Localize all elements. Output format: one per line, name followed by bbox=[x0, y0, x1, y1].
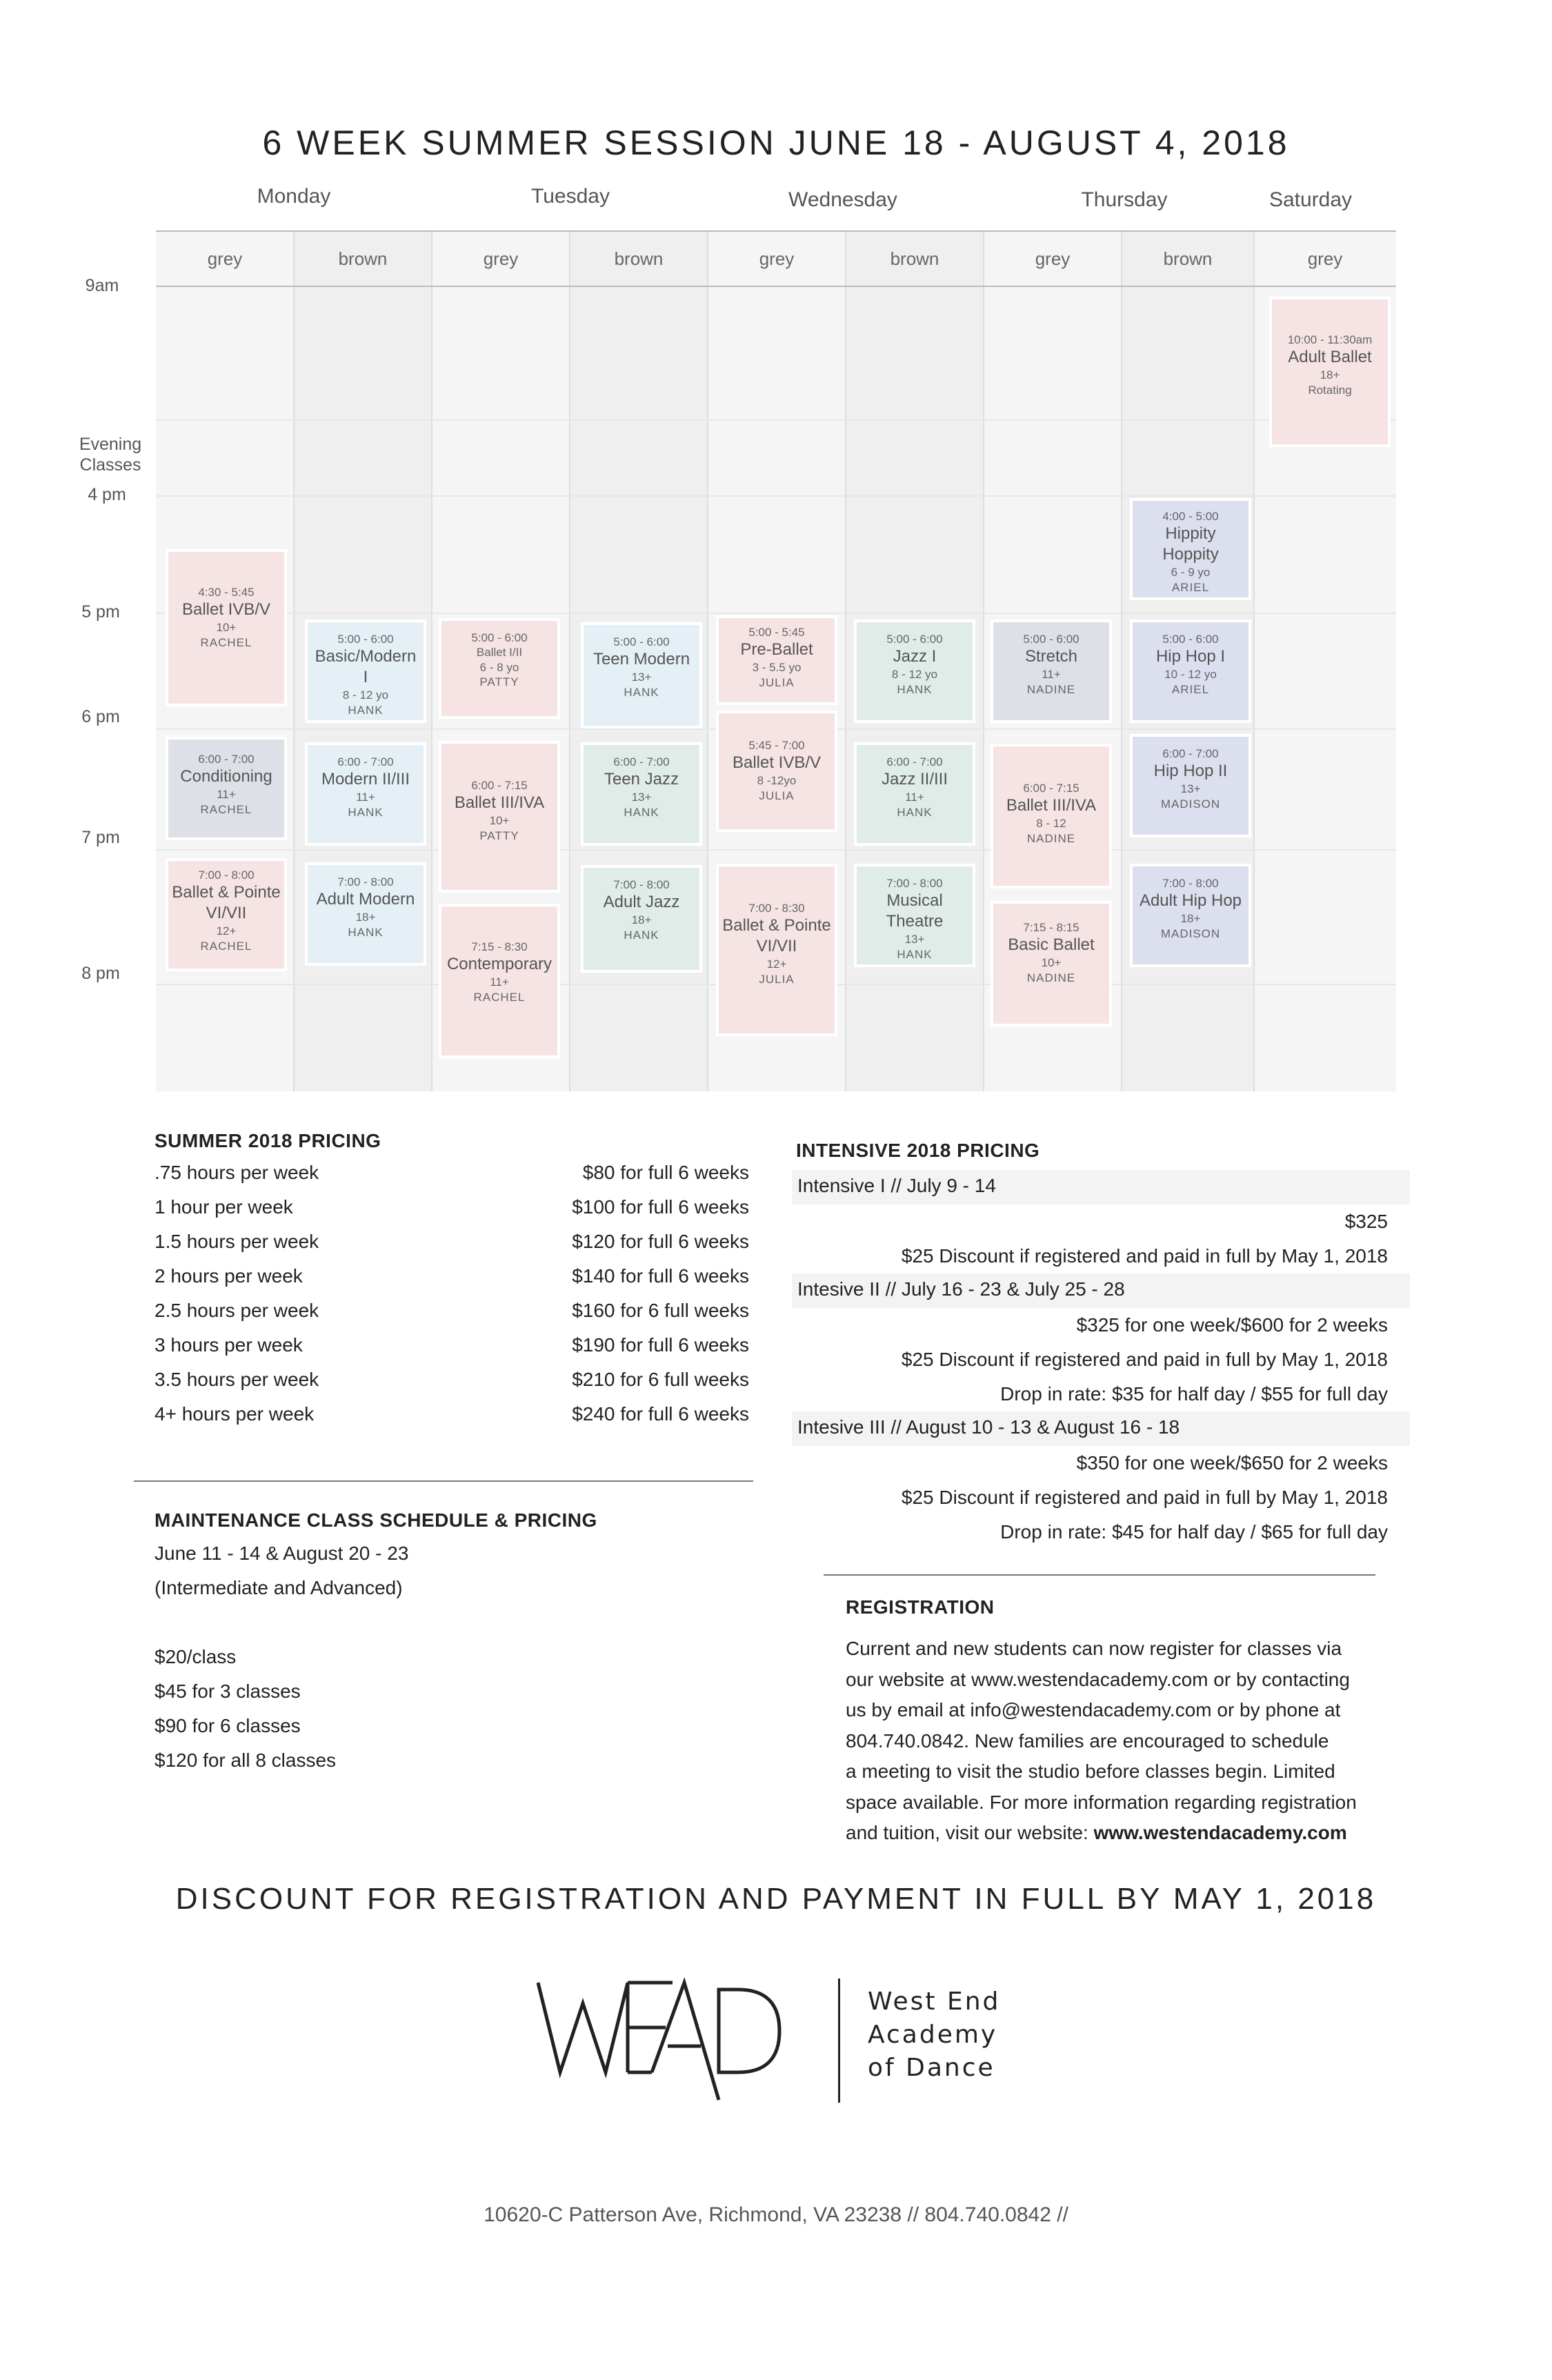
class-name: Ballet & Pointe VI/VII bbox=[722, 916, 831, 956]
grid-divider bbox=[293, 232, 295, 1091]
class-name: Modern II/III bbox=[321, 770, 410, 789]
class-instructor: HANK bbox=[348, 925, 384, 939]
registration-line: a meeting to visit the studio before classes begin. Limited bbox=[846, 1761, 1335, 1782]
pricing-hours: 3.5 hours per week bbox=[155, 1369, 319, 1390]
maintenance-line: June 11 - 14 & August 20 - 23 bbox=[155, 1543, 409, 1564]
class-instructor: RACHEL bbox=[473, 990, 526, 1004]
pricing-price: $140 for full 6 weeks bbox=[572, 1265, 749, 1287]
class-block[interactable] bbox=[439, 904, 560, 1058]
class-name: Hip Hop I bbox=[1155, 647, 1226, 666]
class-age: 11+ bbox=[905, 791, 924, 804]
time-7pm: 7 pm bbox=[81, 828, 120, 847]
pricing-price: $210 for 6 full weeks bbox=[572, 1369, 749, 1390]
studio-header: grey bbox=[708, 232, 846, 287]
class-age: 8 - 12 yo bbox=[342, 688, 389, 702]
class-name: Stretch bbox=[1024, 647, 1078, 666]
logo-line: West End bbox=[868, 1987, 1001, 2016]
class-age: 12+ bbox=[766, 958, 787, 971]
grid-row-line bbox=[156, 495, 1396, 497]
class-block[interactable] bbox=[854, 742, 975, 846]
logo-wordmark bbox=[868, 1985, 1000, 2085]
intensive-line: Drop in rate: $45 for half day / $65 for full day bbox=[1000, 1521, 1388, 1543]
registration-line: 804.740.0842. New families are encouraged to schedule bbox=[846, 1729, 1329, 1752]
class-age: 8 - 12 bbox=[1036, 817, 1066, 831]
schedule-grid bbox=[156, 230, 1396, 1091]
grid-divider bbox=[707, 232, 708, 1091]
class-name: Pre-Ballet bbox=[740, 640, 813, 660]
time-4pm: 4 pm bbox=[88, 485, 126, 504]
intensive-line: $325 for one week/$600 for 2 weeks bbox=[1076, 1314, 1388, 1336]
class-block[interactable] bbox=[1130, 864, 1251, 967]
grid-divider bbox=[569, 232, 570, 1091]
class-age: 18+ bbox=[1180, 912, 1201, 926]
maintenance-list bbox=[155, 1543, 408, 1784]
class-block[interactable] bbox=[581, 742, 702, 846]
intensive-line: Intesive II // July 16 - 23 & July 25 - 28 bbox=[792, 1273, 1410, 1308]
logo-line: of Dance bbox=[868, 2054, 995, 2082]
class-instructor: HANK bbox=[624, 805, 659, 819]
class-age: 8 - 12 yo bbox=[891, 668, 938, 682]
logo-line: Academy bbox=[868, 2021, 998, 2049]
class-time: 6:00 - 7:00 bbox=[886, 755, 943, 768]
class-age: 13+ bbox=[631, 791, 652, 804]
class-time: 5:00 - 6:00 bbox=[1023, 633, 1080, 646]
pricing-price: $120 for full 6 weeks bbox=[572, 1231, 749, 1252]
class-time: 7:00 - 8:30 bbox=[748, 902, 805, 915]
pricing-hours: 4+ hours per week bbox=[155, 1403, 315, 1425]
class-time: 5:00 - 6:00 bbox=[1162, 633, 1219, 646]
pricing-price: $80 for full 6 weeks bbox=[582, 1162, 749, 1183]
class-time: 5:45 - 7:00 bbox=[748, 739, 805, 752]
class-age: 10+ bbox=[489, 814, 510, 828]
day-wednesday: Wednesday bbox=[788, 188, 897, 211]
class-age: 18+ bbox=[631, 913, 652, 927]
class-block[interactable] bbox=[854, 619, 975, 723]
class-age: 11+ bbox=[1042, 668, 1061, 682]
class-name: Basic/Modern I bbox=[315, 647, 417, 687]
wead-logo-mark bbox=[531, 1969, 821, 2107]
logo-divider bbox=[838, 1979, 840, 2103]
class-name: Teen Jazz bbox=[604, 770, 679, 789]
maintenance-line bbox=[155, 1612, 408, 1646]
registration-line: Current and new students can now register for classes via bbox=[846, 1638, 1342, 1659]
class-time: 7:15 - 8:15 bbox=[1023, 921, 1080, 934]
class-time: 7:00 - 8:00 bbox=[613, 878, 670, 891]
class-block[interactable] bbox=[1130, 734, 1251, 837]
class-name: Teen Modern bbox=[593, 650, 690, 669]
class-time: 5:00 - 6:00 bbox=[886, 633, 943, 646]
class-block[interactable] bbox=[716, 864, 837, 1036]
class-age: 10+ bbox=[216, 621, 237, 635]
registration-text bbox=[846, 1634, 1397, 1849]
grid-divider bbox=[431, 232, 432, 1091]
pricing-hours: 2.5 hours per week bbox=[155, 1300, 319, 1321]
class-instructor: RACHEL bbox=[200, 939, 252, 953]
studio-header: grey bbox=[984, 232, 1122, 287]
class-name: Contemporary bbox=[446, 955, 553, 974]
pricing-row bbox=[155, 1162, 749, 1196]
pricing-row bbox=[155, 1334, 749, 1369]
maintenance-line: $20/class bbox=[155, 1646, 237, 1667]
class-instructor: HANK bbox=[348, 703, 384, 717]
class-block[interactable] bbox=[166, 549, 287, 706]
class-instructor: MADISON bbox=[1160, 926, 1221, 940]
class-block[interactable] bbox=[166, 737, 287, 840]
studio-header: grey bbox=[432, 232, 570, 287]
footer-address: 10620-C Patterson Ave, Richmond, VA 23238 // 804.740.0842 // bbox=[484, 2203, 1068, 2226]
class-time: 6:00 - 7:00 bbox=[198, 753, 255, 766]
class-age: 3 - 5.5 yo bbox=[752, 661, 802, 675]
maintenance-line: $45 for 3 classes bbox=[155, 1680, 301, 1702]
class-block[interactable] bbox=[854, 864, 975, 967]
registration-line: space available. For more information regarding registration bbox=[846, 1791, 1357, 1813]
pricing-row bbox=[155, 1369, 749, 1403]
maintenance-line: $120 for all 8 classes bbox=[155, 1749, 337, 1771]
intensive-line: $25 Discount if registered and paid in full by May 1, 2018 bbox=[901, 1245, 1388, 1267]
intensive-line: $325 bbox=[1344, 1211, 1388, 1232]
website-link[interactable]: www.westendacademy.com bbox=[1093, 1822, 1347, 1843]
pricing-row bbox=[155, 1231, 749, 1265]
class-block[interactable] bbox=[166, 858, 287, 971]
class-block[interactable] bbox=[439, 741, 560, 893]
registration-heading: REGISTRATION bbox=[846, 1596, 995, 1618]
studio-header: brown bbox=[570, 232, 708, 287]
time-8pm: 8 pm bbox=[81, 964, 120, 983]
class-instructor: ARIEL bbox=[1171, 580, 1210, 594]
studio-header: brown bbox=[294, 232, 432, 287]
studio-header: grey bbox=[1254, 232, 1396, 287]
pricing-price: $160 for 6 full weeks bbox=[572, 1300, 749, 1321]
class-time: 10:00 - 11:30am bbox=[1287, 333, 1373, 346]
class-name: Adult Jazz bbox=[603, 893, 680, 912]
intensive-heading: INTENSIVE 2018 PRICING bbox=[796, 1140, 1040, 1161]
time-6pm: 6 pm bbox=[81, 707, 120, 726]
day-thursday: Thursday bbox=[1081, 188, 1168, 211]
class-name: Adult Modern bbox=[316, 890, 415, 909]
class-block[interactable] bbox=[991, 901, 1112, 1027]
summer-pricing-heading: SUMMER 2018 PRICING bbox=[155, 1130, 381, 1151]
grid-divider bbox=[983, 232, 984, 1091]
intensive-line: $25 Discount if registered and paid in full by May 1, 2018 bbox=[901, 1349, 1388, 1370]
class-age: 11+ bbox=[490, 975, 509, 989]
class-age: 12+ bbox=[216, 924, 237, 938]
class-block[interactable] bbox=[1130, 498, 1251, 600]
grid-row-line bbox=[156, 419, 1396, 421]
class-age: 6 - 9 yo bbox=[1171, 566, 1211, 579]
class-name: Ballet IVB/V bbox=[732, 753, 822, 773]
class-name: Musical Theatre bbox=[886, 891, 944, 931]
class-instructor: Rotating bbox=[1308, 383, 1352, 397]
class-instructor: HANK bbox=[348, 805, 384, 819]
class-block[interactable] bbox=[305, 742, 426, 846]
wead-logo bbox=[531, 1969, 821, 2107]
pricing-hours: 1 hour per week bbox=[155, 1196, 293, 1218]
class-age: 8 -12yo bbox=[757, 774, 797, 788]
class-name: Hip Hop II bbox=[1153, 762, 1228, 781]
pricing-hours: 3 hours per week bbox=[155, 1334, 303, 1356]
class-time: 5:00 - 6:00 bbox=[471, 631, 528, 644]
registration-line bbox=[846, 1818, 1397, 1849]
class-age: 11+ bbox=[217, 788, 236, 802]
class-name: Conditioning bbox=[180, 767, 272, 786]
class-block[interactable] bbox=[305, 619, 426, 723]
class-instructor: JULIA bbox=[759, 789, 795, 802]
pricing-price: $100 for full 6 weeks bbox=[572, 1196, 749, 1218]
class-instructor: HANK bbox=[897, 805, 933, 819]
grid-divider bbox=[1121, 232, 1122, 1091]
class-instructor: HANK bbox=[897, 682, 933, 696]
pricing-row bbox=[155, 1196, 749, 1231]
class-instructor: HANK bbox=[897, 947, 933, 961]
class-instructor: NADINE bbox=[1026, 971, 1076, 984]
class-time: 7:00 - 8:00 bbox=[1162, 877, 1219, 890]
class-block[interactable] bbox=[991, 619, 1112, 723]
intensive-line: Intensive I // July 9 - 14 bbox=[792, 1170, 1410, 1204]
class-block[interactable] bbox=[716, 711, 837, 832]
class-age: 13+ bbox=[904, 933, 925, 946]
class-instructor: PATTY bbox=[479, 829, 519, 842]
class-instructor: RACHEL bbox=[200, 802, 252, 816]
summer-pricing-table bbox=[155, 1162, 749, 1438]
intensive-line: $25 Discount if registered and paid in full by May 1, 2018 bbox=[901, 1487, 1388, 1508]
day-tuesday: Tuesday bbox=[531, 185, 610, 208]
class-instructor: NADINE bbox=[1026, 682, 1076, 696]
time-9am: 9am bbox=[85, 276, 119, 295]
intensive-line: Intesive III // August 10 - 13 & August 16 - 18 bbox=[792, 1411, 1410, 1446]
class-time: 4:30 - 5:45 bbox=[198, 586, 255, 599]
time-evening-label-2: Classes bbox=[79, 455, 141, 475]
day-saturday: Saturday bbox=[1269, 188, 1353, 211]
class-instructor: JULIA bbox=[759, 972, 795, 986]
pricing-row bbox=[155, 1300, 749, 1334]
class-time: 7:15 - 8:30 bbox=[471, 940, 528, 953]
class-block[interactable] bbox=[439, 618, 560, 719]
class-age: 13+ bbox=[631, 671, 652, 684]
grid-divider bbox=[1253, 232, 1255, 1091]
class-age: 13+ bbox=[1180, 782, 1201, 796]
class-time: 6:00 - 7:00 bbox=[337, 755, 394, 768]
class-instructor: MADISON bbox=[1160, 797, 1221, 811]
class-instructor: ARIEL bbox=[1171, 682, 1210, 696]
class-time: 6:00 - 7:00 bbox=[1162, 747, 1219, 760]
class-block[interactable] bbox=[991, 744, 1112, 889]
pricing-row bbox=[155, 1265, 749, 1300]
grid-row-line bbox=[156, 613, 1396, 614]
class-time: 7:00 - 8:00 bbox=[886, 877, 943, 890]
class-age: 6 - 8 yo bbox=[479, 660, 519, 674]
intensive-table bbox=[792, 1170, 1410, 1549]
class-name: Adult Ballet bbox=[1288, 348, 1372, 367]
class-instructor: JULIA bbox=[759, 675, 795, 689]
pricing-hours: .75 hours per week bbox=[155, 1162, 319, 1183]
class-age: 10 - 12 yo bbox=[1164, 668, 1217, 682]
pricing-price: $240 for full 6 weeks bbox=[572, 1403, 749, 1425]
class-time: 5:00 - 6:00 bbox=[337, 633, 394, 646]
class-block[interactable] bbox=[581, 865, 702, 973]
maintenance-line: (Intermediate and Advanced) bbox=[155, 1577, 403, 1598]
time-5pm: 5 pm bbox=[81, 602, 120, 622]
intensive-line: Drop in rate: $35 for half day / $55 for full day bbox=[1000, 1383, 1388, 1405]
class-age: 18+ bbox=[1320, 368, 1340, 382]
class-block[interactable] bbox=[581, 622, 702, 728]
class-instructor: PATTY bbox=[479, 675, 519, 688]
class-name: Jazz II/III bbox=[881, 770, 948, 789]
class-time: 5:00 - 6:00 bbox=[613, 635, 670, 648]
class-name: Jazz I bbox=[893, 647, 937, 666]
section-divider bbox=[824, 1574, 1375, 1576]
class-block[interactable] bbox=[1130, 619, 1251, 723]
class-block[interactable] bbox=[1269, 297, 1391, 447]
class-time: 4:00 - 5:00 bbox=[1162, 510, 1219, 523]
pricing-hours: 1.5 hours per week bbox=[155, 1231, 319, 1252]
studio-header: brown bbox=[846, 232, 984, 287]
class-time: 7:00 - 8:00 bbox=[198, 869, 255, 882]
discount-banner: DISCOUNT FOR REGISTRATION AND PAYMENT IN FULL BY MAY 1, 2018 bbox=[175, 1882, 1377, 1916]
pricing-price: $190 for full 6 weeks bbox=[572, 1334, 749, 1356]
class-time: 6:00 - 7:15 bbox=[1023, 782, 1080, 795]
class-instructor: NADINE bbox=[1026, 831, 1076, 845]
class-name: Ballet III/IVA bbox=[454, 793, 545, 813]
class-name: Hippity Hoppity bbox=[1162, 524, 1219, 564]
registration-line: us by email at info@westendacademy.com or by phone at bbox=[846, 1699, 1341, 1720]
intensive-line: $350 for one week/$650 for 2 weeks bbox=[1076, 1452, 1388, 1474]
maintenance-line: $90 for 6 classes bbox=[155, 1715, 301, 1736]
class-name: Basic Ballet bbox=[1008, 935, 1095, 955]
class-instructor: HANK bbox=[624, 685, 659, 699]
page-title: 6 WEEK SUMMER SESSION JUNE 18 - AUGUST 4, 2018 bbox=[262, 123, 1290, 162]
class-age: 11+ bbox=[356, 791, 375, 804]
class-block[interactable] bbox=[716, 615, 837, 705]
pricing-row bbox=[155, 1403, 749, 1438]
maintenance-heading: MAINTENANCE CLASS SCHEDULE & PRICING bbox=[155, 1509, 597, 1531]
registration-last-line-text: and tuition, visit our website: bbox=[846, 1822, 1094, 1843]
class-instructor: HANK bbox=[624, 928, 659, 942]
class-time: 6:00 - 7:15 bbox=[471, 779, 528, 792]
day-monday: Monday bbox=[257, 185, 331, 208]
class-name: Ballet III/IVA bbox=[1006, 796, 1097, 815]
class-time: 5:00 - 5:45 bbox=[748, 626, 805, 639]
class-name: Adult Hip Hop bbox=[1139, 891, 1242, 911]
class-time: 6:00 - 7:00 bbox=[613, 755, 670, 768]
class-name: Ballet I/II bbox=[476, 646, 523, 660]
grid-row-line bbox=[156, 849, 1396, 851]
class-time: 7:00 - 8:00 bbox=[337, 875, 394, 889]
studio-header: grey bbox=[156, 232, 294, 287]
class-age: 10+ bbox=[1041, 956, 1062, 970]
studio-header: brown bbox=[1122, 232, 1254, 287]
pricing-hours: 2 hours per week bbox=[155, 1265, 303, 1287]
class-name: Ballet IVB/V bbox=[181, 600, 271, 619]
class-age: 18+ bbox=[355, 911, 376, 924]
registration-line: our website at www.westendacademy.com or by contacting bbox=[846, 1668, 1350, 1690]
time-evening-label-1: Evening bbox=[79, 435, 142, 454]
class-name: Ballet & Pointe VI/VII bbox=[172, 883, 281, 923]
class-block[interactable] bbox=[305, 862, 426, 966]
grid-divider bbox=[845, 232, 846, 1091]
section-divider bbox=[134, 1480, 753, 1482]
class-instructor: RACHEL bbox=[200, 635, 252, 649]
